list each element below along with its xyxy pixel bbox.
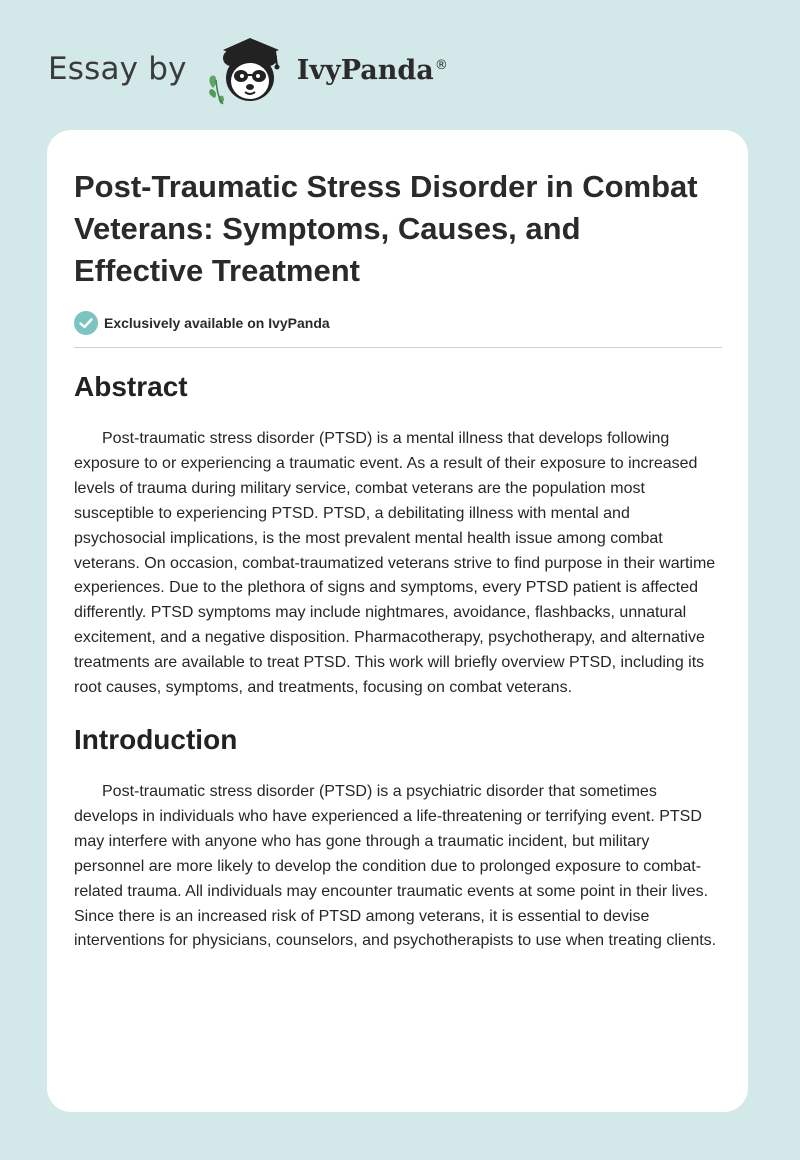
title-divider: [74, 347, 722, 348]
brand-name: [297, 55, 448, 86]
abstract-heading: Abstract: [74, 371, 188, 402]
essay-card: [47, 130, 748, 1112]
essay-title: Post-Traumatic Stress Disorder in Combat Veterans: Symptoms, Causes, and Effective Treatment: [74, 169, 698, 288]
check-circle-icon: [74, 311, 98, 335]
abstract-section: [74, 369, 722, 701]
brand-header[interactable]: [48, 34, 448, 108]
panda-logo-icon: [203, 34, 295, 108]
exclusive-badge: [74, 311, 722, 335]
brand-name-text: IvyPanda: [296, 54, 434, 86]
introduction-section: [74, 722, 722, 954]
brand-prefix: Essay by: [48, 51, 187, 87]
introduction-paragraph: Post-traumatic stress disorder (PTSD) is a psychiatric disorder that sometimes develops in individuals who have experienced a life-threatening or terrifying event. PTSD may interfere with anyone who has gone through a traumatic incident, but military personnel are more likely to develop the condition due to prolonged exposure to combat-related trauma. All individuals may encounter traumatic events at some point in their lives. Since there is an increased risk of PTSD among veterans, it is essential to devise interventions for physicians, counselors, and psychotherapists to use when treating clients.: [74, 782, 717, 950]
introduction-heading: Introduction: [74, 723, 238, 755]
exclusive-label: Exclusively available on IvyPanda: [104, 315, 330, 331]
registered-mark: ®: [434, 57, 448, 73]
abstract-paragraph: Post-traumatic stress disorder (PTSD) is a mental illness that develops following exposure to or experiencing a traumatic event. As a result of their exposure to increased levels of trauma during military service, combat veterans are the population most susceptible to experiencing PTSD. PTSD, a debilitating illness with mental and psychosocial implications, is the most prevalent mental health issue among combat veterans. On occasion, combat-traumatized veterans strive to find purpose in their wartime experiences. Due to the plethora of signs and symptoms, every PTSD patient is affected differently. PTSD symptoms may include nightmares, avoidance, flashbacks, unnatural excitement, and a negative disposition. Pharmacotherapy, psychotherapy, and alternative treatments are available to treat PTSD. This work will briefly overview PTSD, including its root causes, symptoms, and treatments, focusing on combat veterans.: [74, 430, 716, 697]
